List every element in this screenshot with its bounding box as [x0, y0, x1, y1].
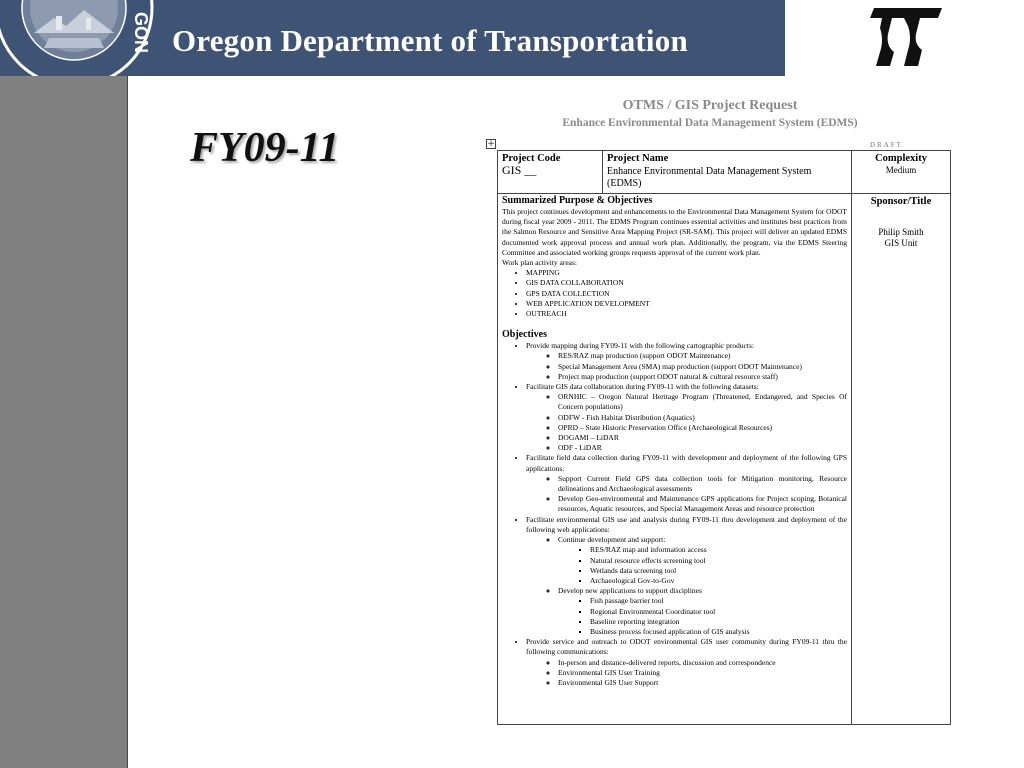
list-item: ◦ Special Management Area (SMA) map production (support ODOT Maintenance)	[558, 362, 847, 372]
work-plan-label: Work plan activity areas:	[502, 258, 577, 268]
left-sidebar	[0, 76, 128, 768]
table-anchor-icon[interactable]: +	[487, 139, 495, 149]
project-code-value: GIS __	[502, 163, 537, 177]
list-item: ▪ Regional Environmental Coordinator tool	[590, 607, 847, 617]
sponsor-name: Philip Smith	[878, 227, 924, 237]
list-item: ◦ ODF - LiDAR	[558, 443, 847, 453]
list-item: ▪ Wetlands data screening tool	[590, 566, 847, 576]
objective-text: Facilitate GIS data collaboration during FY09-11 with the following datasets:	[526, 382, 759, 392]
list-item	[558, 535, 847, 586]
list-item: ◦ Support Current Field GPS data collection tools for Mitigation monitoring, Resource delineations and Archaeological assessments	[558, 474, 847, 494]
list-item: ◦ RES/RAZ map production (support ODOT Maintenance)	[558, 351, 847, 361]
sponsor-value	[852, 227, 950, 249]
list-item: • GIS DATA COLLABORATION	[526, 278, 847, 288]
objective-text: Provide mapping during FY09-11 with the following cartographic products:	[526, 341, 755, 351]
list-item	[526, 453, 847, 514]
list-item	[526, 341, 847, 382]
list-item: ◦ Develop Geo-environmental and Maintenance GPS applications for Project scoping, Botanical resources, Aquatic resources, and Special Management Areas and resource protection	[558, 494, 847, 514]
odot-logo-icon	[870, 4, 946, 70]
project-name-cell	[607, 153, 847, 190]
list-item	[526, 382, 847, 453]
list-item: ▪ Business process focused application of GIS analysis	[590, 627, 847, 637]
list-item	[526, 515, 847, 637]
list-item: ▪ Baseline reporting integration	[590, 617, 847, 627]
sponsor-label: Sponsor/Title	[870, 196, 932, 207]
list-item: ◦ DOGAMI – LiDAR	[558, 433, 847, 443]
list-item: ▪ Archaeological Gov-to-Gov	[590, 576, 847, 586]
objective-text: Provide service and outreach to ODOT environmental GIS user community during FY09-11 thru the following communications:	[526, 637, 847, 657]
project-code-label: Project Code	[502, 153, 561, 164]
complexity-cell	[852, 153, 950, 176]
slide-title: FY09-11	[190, 125, 340, 171]
agency-title: Oregon Department of Transportation	[172, 23, 688, 58]
list-item: ◦ ODFW - Fish Habitat Distribution (Aquatics)	[558, 413, 847, 423]
document-subtitle: Enhance Environmental Data Management System (EDMS)	[562, 117, 858, 129]
sponsor-title: GIS Unit	[884, 238, 918, 248]
complexity-label: Complexity	[875, 153, 927, 164]
subgroup-text: Develop new applications to support disciplines	[558, 586, 702, 596]
table-divider	[497, 193, 951, 194]
list-item: ▪ RES/RAZ map and information access	[590, 545, 847, 555]
list-item: ▪ Natural resource effects screening tool	[590, 556, 847, 566]
sponsor-cell	[852, 196, 950, 249]
list-item: ◦ ORNHIC – Oregon Natural Heritage Program (Threatened, Endangered, and Species Of Concern populations)	[558, 392, 847, 412]
list-item: • OUTREACH	[526, 309, 847, 319]
purpose-objectives-cell	[502, 195, 847, 688]
activity-area-list	[502, 268, 847, 319]
list-item: ◦ In-person and distance-delivered reports, discussion and correspondence	[558, 658, 847, 668]
draft-label: DRAFT	[870, 141, 903, 149]
project-code-cell	[502, 153, 560, 176]
list-item: • GPS DATA COLLECTION	[526, 289, 847, 299]
objectives-list	[502, 341, 847, 688]
list-item: ◦ Environmental GIS User Support	[558, 678, 847, 688]
objective-text: Facilitate field data collection during FY09-11 with development and deployment of the following GPS applications:	[526, 453, 847, 473]
objectives-heading: Objectives	[502, 329, 547, 341]
table-divider	[602, 150, 603, 193]
list-item: • MAPPING	[526, 268, 847, 278]
project-name-label: Project Name	[607, 153, 669, 164]
list-item: ◦ OPRD – State Historic Preservation Office (Archaeological Resources)	[558, 423, 847, 433]
list-item: • WEB APPLICATION DEVELOPMENT	[526, 299, 847, 309]
document-title: OTMS / GIS Project Request	[622, 98, 798, 113]
header-banner	[0, 0, 785, 76]
list-item	[526, 637, 847, 688]
list-item	[558, 586, 847, 637]
list-item: ◦ Environmental GIS User Training	[558, 668, 847, 678]
complexity-value: Medium	[885, 165, 917, 175]
project-name-value: Enhance Environmental Data Management System (EDMS)	[607, 166, 812, 189]
purpose-heading: Summarized Purpose & Objectives	[502, 195, 653, 206]
list-item: ◦ Project map production (support ODOT natural & cultural resource staff)	[558, 372, 847, 382]
purpose-text: This project continues development and enhancements to the Environmental Data Management System for ODOT during fiscal year 2009 - 2011. The EDMS Program continues essential activities and institutes best practices from the Salmon Resource and Sensitive Area Mapping Project (SR-SAM). This project will deliver an updated EDMS documented work approval process and annual work plan. Additionally, the program, via the EDMS Steering Committee and associated working groups requests approval of the current work plan.	[502, 207, 847, 257]
objective-text: Facilitate environmental GIS use and analysis during FY09-11 thru development and deployment of the following web applications:	[526, 514, 847, 534]
list-item: ▪ Fish passage barrier tool	[590, 596, 847, 606]
seal-lettering: GON	[131, 12, 151, 54]
subgroup-text: Continue development and support:	[558, 535, 666, 545]
